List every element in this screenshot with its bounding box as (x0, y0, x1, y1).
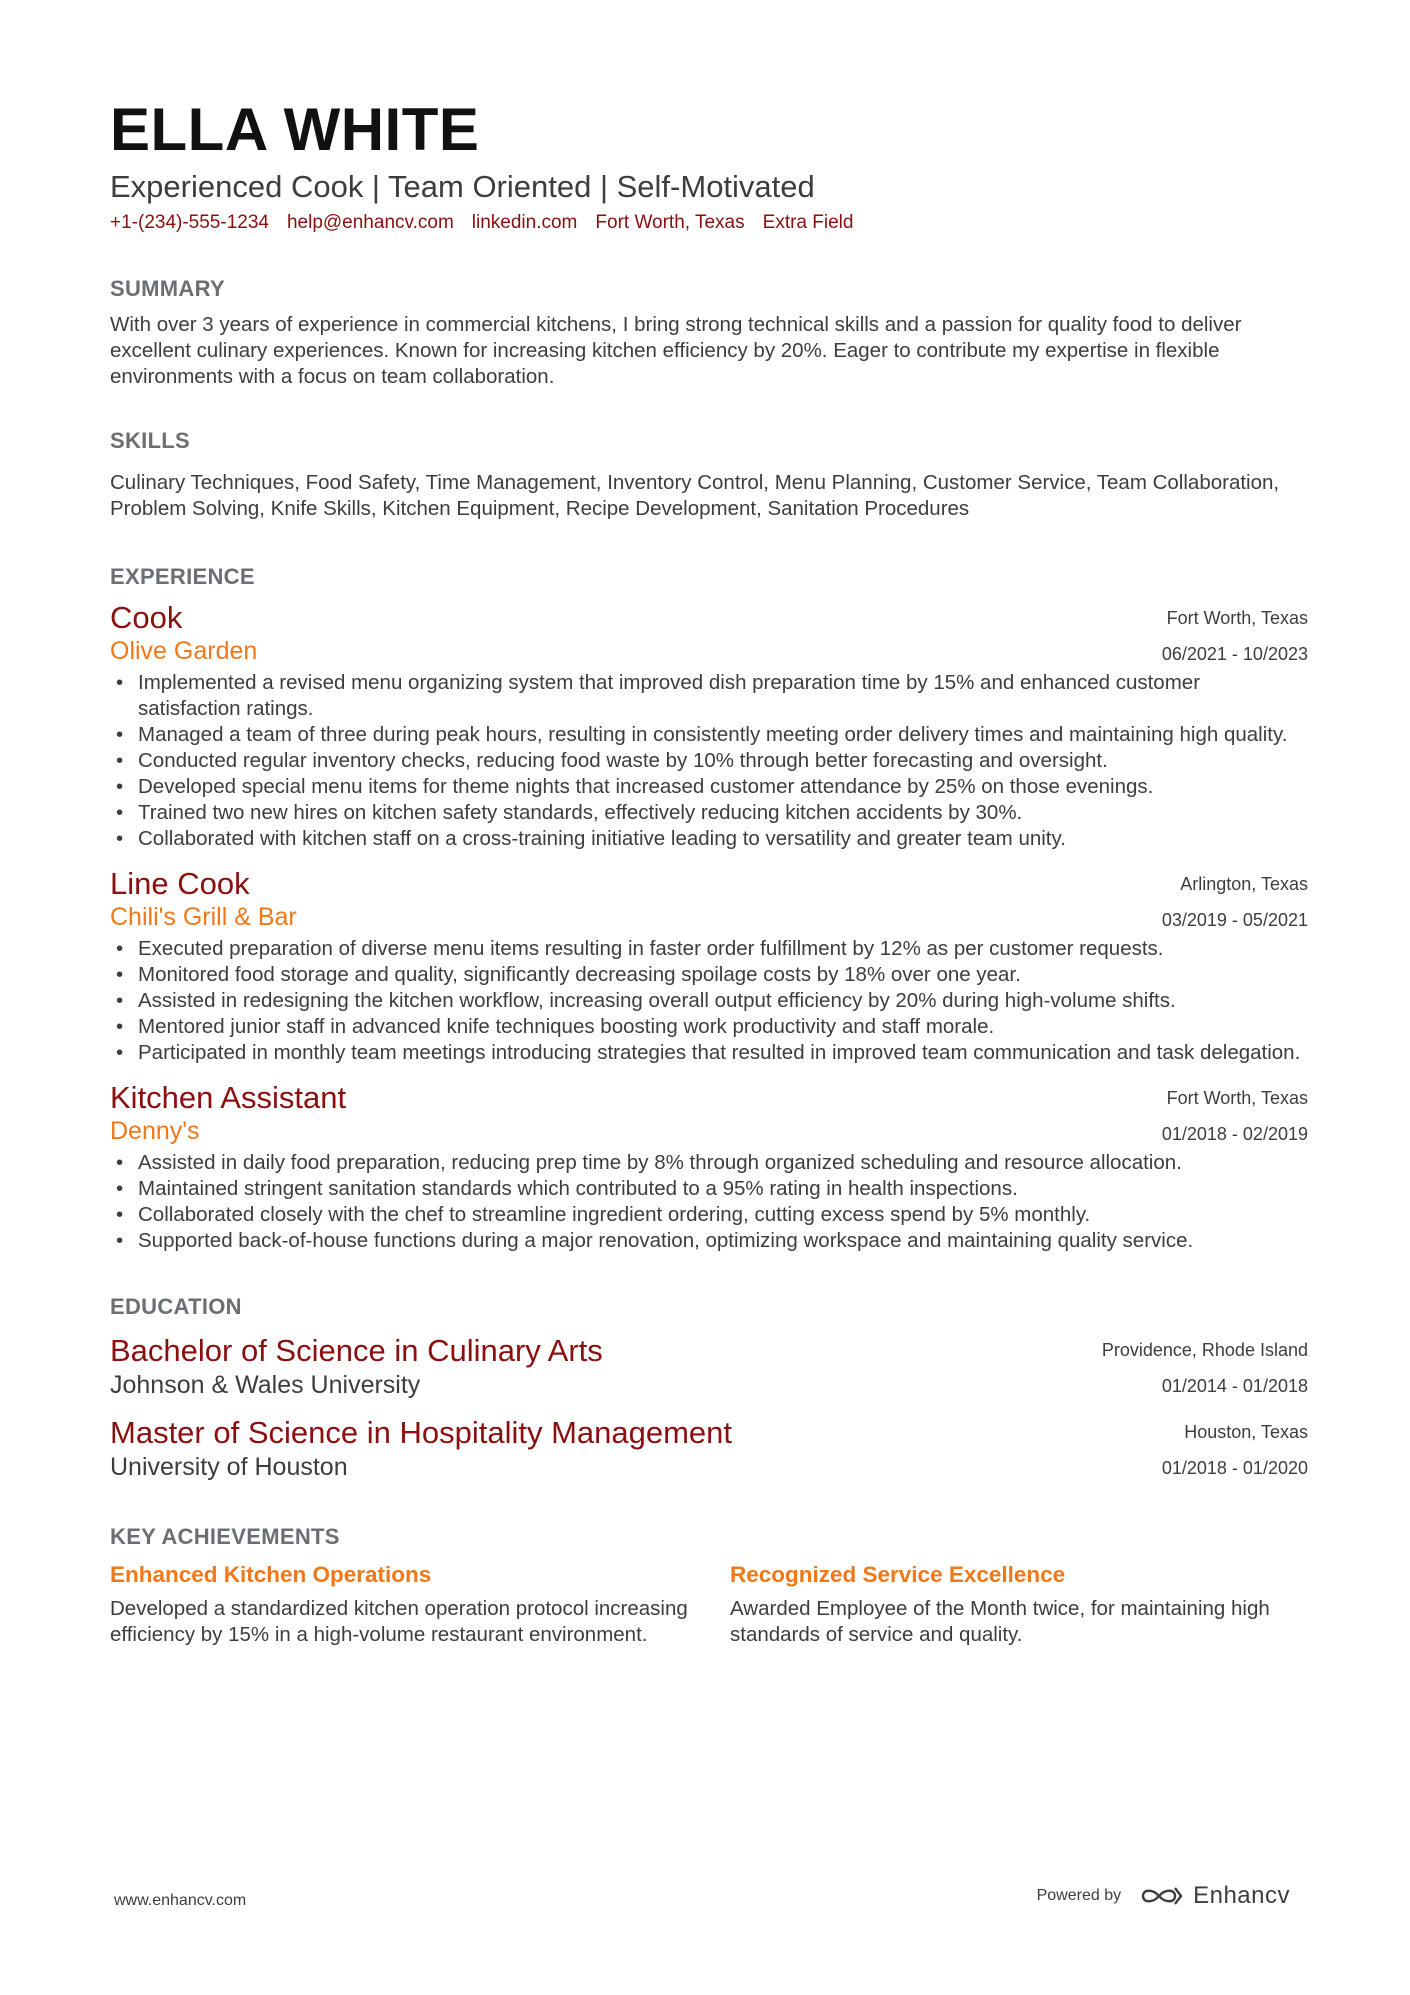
job-company: Denny's (110, 1117, 200, 1145)
education-location: Providence, Rhode Island (1101, 1340, 1308, 1360)
achievement-title: Recognized Service Excellence (730, 1562, 1066, 1587)
bullet-item: • Managed a team of three during peak hours, resulting in consistently meeting order delivery times and maintaining high quality. (110, 722, 1308, 748)
achievement-text: Awarded Employee of the Month twice, for maintaining high standards of service and quality. (730, 1597, 1270, 1646)
summary-text: With over 3 years of experience in commercial kitchens, I bring strong technical skills and a passion for quality food to deliver excellent culinary experiences. Known for increasing kitchen efficiency by 20%. Eager to contribute my expertise in flexible environments with a focus on team collaboration. (110, 313, 1242, 388)
education-section (110, 1292, 1308, 1482)
education-entry (110, 1414, 1308, 1482)
achievement-item (730, 1560, 1308, 1648)
job-bullets (110, 936, 1308, 1066)
experience-section (110, 562, 1308, 1254)
contact-extra-field: Extra Field (762, 212, 854, 233)
bullet-item: • Supported back-of-house functions during a major renovation, optimizing workspace and maintaining quality service. (110, 1228, 1308, 1254)
experience-entry (110, 1080, 1308, 1254)
school-name: Johnson & Wales University (110, 1371, 421, 1399)
achievements-section (110, 1522, 1308, 1648)
experience-entry (110, 600, 1308, 852)
skills-section (110, 426, 1308, 522)
job-company: Olive Garden (110, 637, 258, 665)
footer-branding (1037, 1882, 1290, 1910)
job-bullets (110, 1150, 1308, 1254)
job-location: Fort Worth, Texas (1166, 1088, 1308, 1108)
job-company: Chili's Grill & Bar (110, 903, 297, 931)
bullet-item: • Developed special menu items for theme nights that increased customer attendance by 25% on those evenings. (110, 774, 1308, 800)
job-meta (1162, 600, 1308, 672)
job-title: Kitchen Assistant (110, 1080, 347, 1115)
achievement-item (110, 1560, 700, 1648)
summary-section (110, 274, 1308, 390)
job-dates: 06/2021 - 10/2023 (1161, 644, 1308, 664)
skills-heading: SKILLS (110, 428, 191, 453)
education-dates: 01/2018 - 01/2020 (1161, 1458, 1308, 1478)
experience-heading: EXPERIENCE (110, 564, 255, 589)
bullet-item: • Trained two new hires on kitchen safety standards, effectively reducing kitchen accidents by 30%. (110, 800, 1308, 826)
brand-logo[interactable] (1139, 1882, 1290, 1910)
footer-website[interactable]: www.enhancv.com (114, 1892, 247, 1909)
education-dates: 01/2014 - 01/2018 (1161, 1376, 1308, 1396)
resume-header (110, 96, 1308, 236)
contact-phone[interactable]: +1-(234)-555-1234 (110, 212, 269, 233)
resume-content (110, 96, 1308, 1648)
bullet-item: • Mentored junior staff in advanced knife techniques boosting work productivity and staff morale. (110, 1014, 1308, 1040)
contact-location: Fort Worth, Texas (595, 212, 745, 233)
brand-name: Enhancv (1193, 1882, 1290, 1909)
degree-title: Bachelor of Science in Culinary Arts (110, 1333, 603, 1368)
bullet-item: • Assisted in daily food preparation, reducing prep time by 8% through organized scheduling and resource allocation. (110, 1150, 1308, 1176)
education-heading: EDUCATION (110, 1294, 242, 1319)
achievement-text: Developed a standardized kitchen operation protocol increasing efficiency by 15% in a high-volume restaurant environment. (110, 1597, 688, 1646)
achievements-grid (110, 1560, 1308, 1648)
education-meta (1162, 1414, 1308, 1486)
bullet-item: • Participated in monthly team meetings introducing strategies that resulted in improved team communication and task delegation. (110, 1040, 1308, 1066)
school-name: University of Houston (110, 1453, 348, 1481)
bullet-item: • Conducted regular inventory checks, reducing food waste by 10% through better forecasting and oversight. (110, 748, 1308, 774)
experience-entry (110, 866, 1308, 1066)
bullet-item: • Collaborated closely with the chef to streamline ingredient ordering, cutting excess spend by 5% monthly. (110, 1202, 1308, 1228)
job-title: Line Cook (110, 866, 250, 901)
achievements-heading: KEY ACHIEVEMENTS (110, 1524, 340, 1549)
job-meta (1162, 866, 1308, 938)
job-meta (1162, 1080, 1308, 1152)
job-dates: 01/2018 - 02/2019 (1161, 1124, 1308, 1144)
skills-text: Culinary Techniques, Food Safety, Time Management, Inventory Control, Menu Planning, Customer Service, Team Collaboration, Problem Solving, Knife Skills, Kitchen Equipment, Recipe Development, Sanitation Procedures (110, 471, 1280, 520)
job-location: Fort Worth, Texas (1166, 608, 1308, 628)
enhancv-logo-icon (1139, 1884, 1185, 1908)
job-bullets (110, 670, 1308, 852)
candidate-name: ELLA WHITE (110, 96, 480, 163)
bullet-item: • Collaborated with kitchen staff on a cross-training initiative leading to versatility and greater team unity. (110, 826, 1308, 852)
powered-by-label: Powered by (1036, 1887, 1122, 1904)
achievement-title: Enhanced Kitchen Operations (110, 1562, 432, 1587)
education-entry (110, 1332, 1308, 1400)
summary-heading: SUMMARY (110, 276, 225, 301)
job-title: Cook (110, 600, 183, 635)
bullet-item: • Monitored food storage and quality, significantly decreasing spoilage costs by 18% over one year. (110, 962, 1308, 988)
contact-email[interactable]: help@enhancv.com (286, 212, 454, 233)
bullet-item: • Assisted in redesigning the kitchen workflow, increasing overall output efficiency by 20% during high-volume shifts. (110, 988, 1308, 1014)
bullet-item: • Maintained stringent sanitation standards which contributed to a 95% rating in health inspections. (110, 1176, 1308, 1202)
contact-info (110, 210, 1308, 236)
education-meta (1102, 1332, 1308, 1404)
bullet-item: • Executed preparation of diverse menu items resulting in faster order fulfillment by 12% as per customer requests. (110, 936, 1308, 962)
job-location: Arlington, Texas (1180, 874, 1308, 894)
bullet-item: • Implemented a revised menu organizing system that improved dish preparation time by 15% and enhanced customer satisfaction ratings. (110, 670, 1308, 722)
job-dates: 03/2019 - 05/2021 (1161, 910, 1308, 930)
contact-linkedin[interactable]: linkedin.com (471, 212, 578, 233)
candidate-tagline: Experienced Cook | Team Oriented | Self-Motivated (110, 169, 815, 204)
degree-title: Master of Science in Hospitality Management (110, 1415, 733, 1450)
education-location: Houston, Texas (1184, 1422, 1308, 1442)
